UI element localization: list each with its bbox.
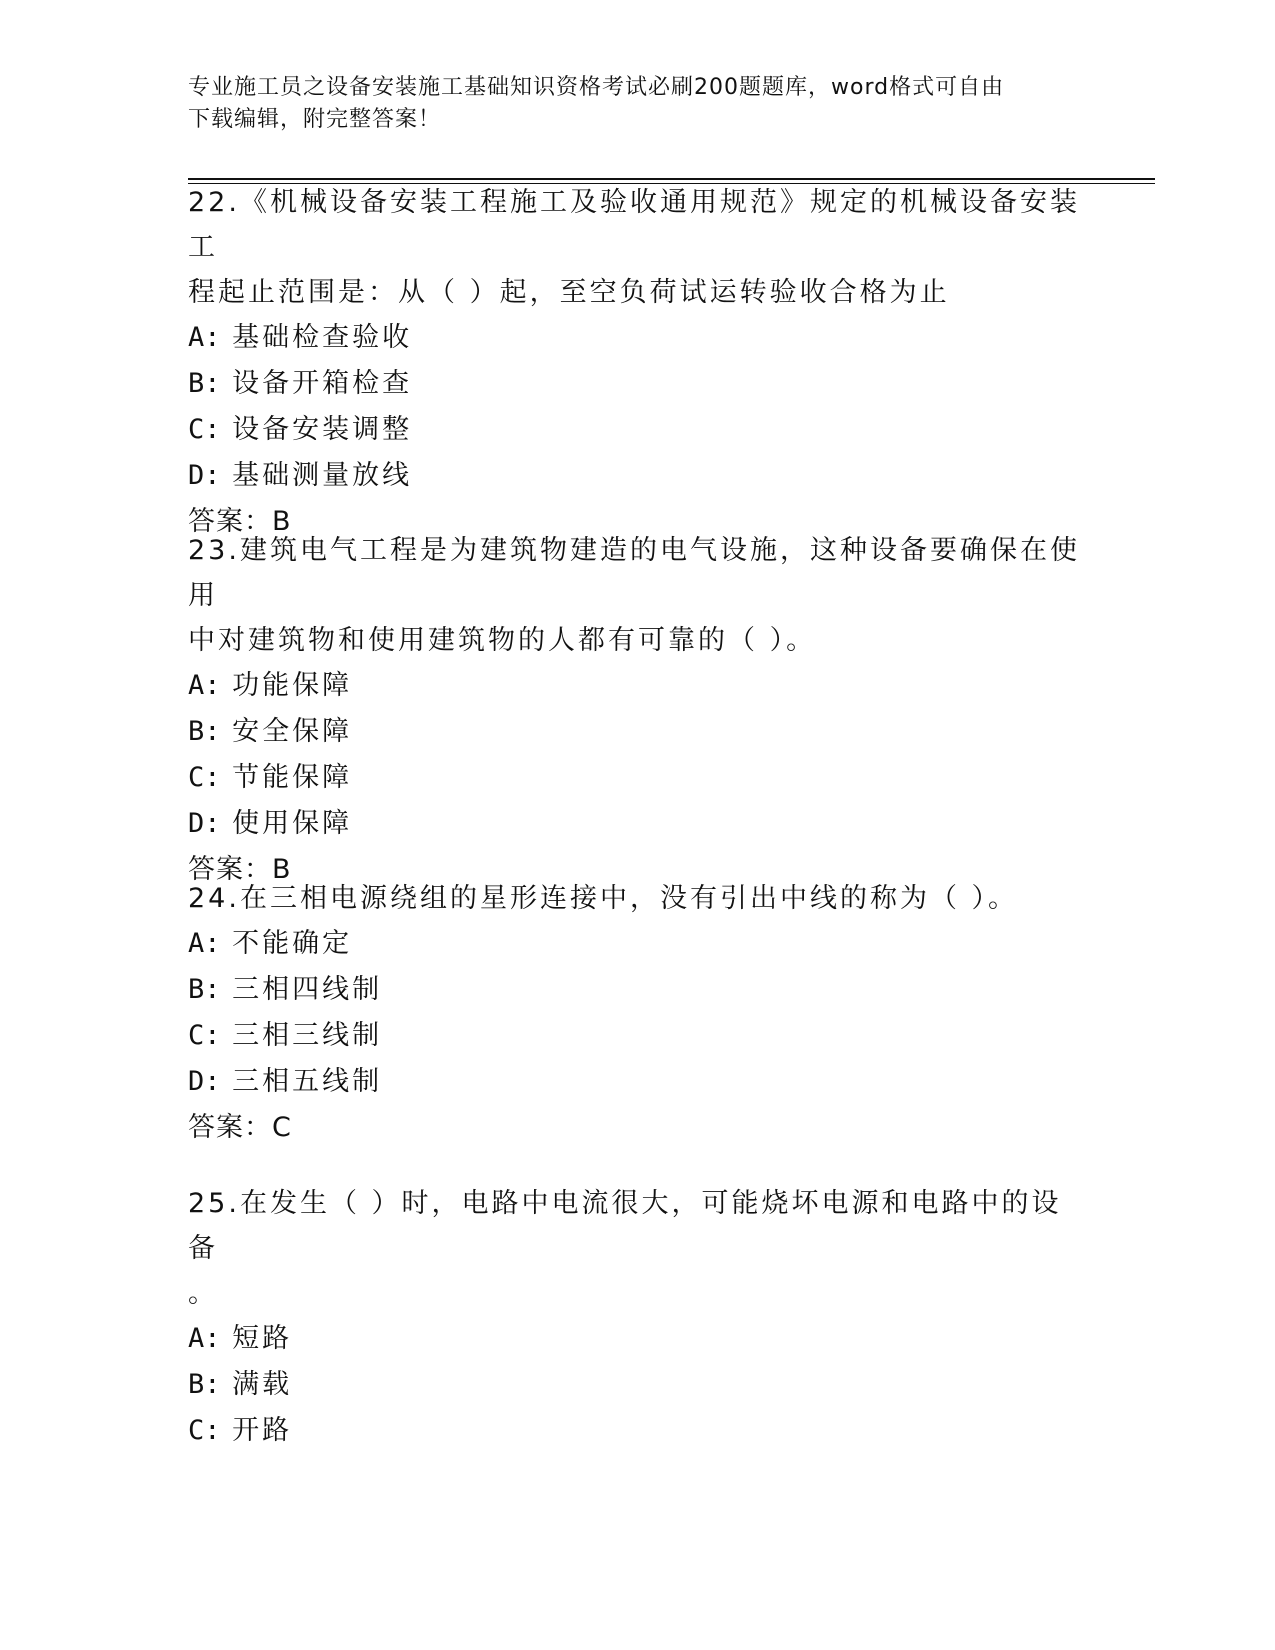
- option-letter: B:: [188, 974, 221, 1005]
- option-text: 安全保障: [232, 716, 353, 747]
- option-text: 使用保障: [232, 808, 353, 839]
- question-stem-line: 程起止范围是：从（ ）起，至空负荷试运转验收合格为止: [188, 277, 950, 308]
- option-b: [188, 709, 1088, 755]
- header-line-2: 下载编辑，附完整答案！: [188, 107, 442, 132]
- option-letter: B:: [188, 1369, 221, 1400]
- option-text: 设备安装调整: [232, 414, 413, 445]
- option-letter: C:: [188, 1020, 221, 1051]
- option-letter: C:: [188, 414, 221, 445]
- question-stem-line: 中对建筑物和使用建筑物的人都有可靠的（ ）。: [188, 625, 817, 656]
- option-text: 基础测量放线: [232, 460, 413, 491]
- question-stem-line: 25.在发生（ ）时，电路中电流很大，可能烧坏电源和电路中的设备: [188, 1188, 1062, 1264]
- question-22: [188, 180, 1088, 545]
- option-text: 满载: [232, 1369, 293, 1400]
- option-letter: A:: [188, 928, 221, 959]
- option-c: [188, 755, 1088, 801]
- option-text: 三相三线制: [232, 1020, 383, 1051]
- option-text: 功能保障: [232, 670, 353, 701]
- option-letter: C:: [188, 1415, 221, 1446]
- option-text: 三相四线制: [232, 974, 383, 1005]
- question-stem-line: 24.在三相电源绕组的星形连接中，没有引出中线的称为（ ）。: [188, 883, 1019, 914]
- option-b: [188, 1362, 1088, 1408]
- option-b: [188, 361, 1088, 407]
- option-text: 开路: [232, 1415, 293, 1446]
- option-text: 不能确定: [232, 928, 353, 959]
- question-23: [188, 528, 1088, 893]
- option-text: 节能保障: [232, 762, 353, 793]
- option-letter: B:: [188, 716, 221, 747]
- option-letter: A:: [188, 670, 221, 701]
- answer-line: 答案：B: [188, 854, 292, 885]
- option-text: 基础检查验收: [232, 322, 413, 353]
- question-24: [188, 876, 1088, 1151]
- option-letter: D:: [188, 1066, 221, 1097]
- option-a: [188, 663, 1088, 709]
- option-text: 短路: [232, 1323, 293, 1354]
- option-a: [188, 315, 1088, 361]
- option-c: [188, 407, 1088, 453]
- option-c: [188, 1013, 1088, 1059]
- question-stem-line: 。: [188, 1278, 218, 1309]
- option-letter: A:: [188, 322, 221, 353]
- option-b: [188, 967, 1088, 1013]
- option-text: 设备开箱检查: [232, 368, 413, 399]
- option-letter: D:: [188, 460, 221, 491]
- document-header: [188, 72, 1068, 136]
- header-line-1: 专业施工员之设备安装施工基础知识资格考试必刷200题题库，word格式可自由: [188, 75, 1005, 100]
- question-25: [188, 1181, 1088, 1454]
- option-letter: D:: [188, 808, 221, 839]
- option-d: [188, 453, 1088, 499]
- question-stem-line: 22.《机械设备安装工程施工及验收通用规范》规定的机械设备安装工: [188, 187, 1080, 263]
- option-c: [188, 1408, 1088, 1454]
- option-a: [188, 1316, 1088, 1362]
- option-letter: A:: [188, 1323, 221, 1354]
- option-a: [188, 921, 1088, 967]
- option-d: [188, 1059, 1088, 1105]
- answer-line: 答案：B: [188, 506, 292, 537]
- option-letter: B:: [188, 368, 221, 399]
- option-letter: C:: [188, 762, 221, 793]
- question-stem-line: 23.建筑电气工程是为建筑物建造的电气设施，这种设备要确保在使用: [188, 535, 1080, 611]
- option-text: 三相五线制: [232, 1066, 383, 1097]
- answer-line: 答案：C: [188, 1112, 292, 1143]
- option-d: [188, 801, 1088, 847]
